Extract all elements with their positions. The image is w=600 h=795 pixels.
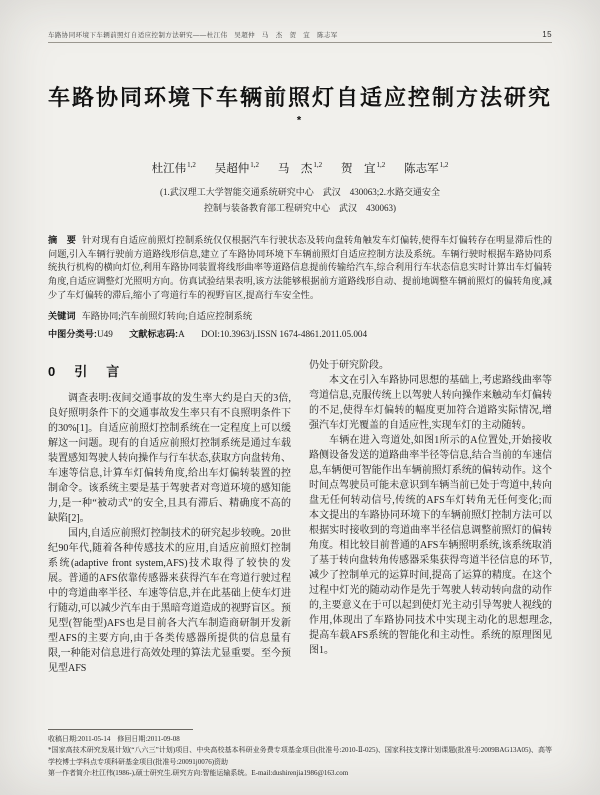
author-affil-mark: 1,2 (250, 161, 259, 170)
author-name: 杜江伟 (151, 163, 187, 175)
author-affil-mark: 1,2 (376, 161, 386, 170)
author-affil-mark: 1,2 (313, 161, 323, 170)
paragraph: 仍处于研究阶段。 (309, 359, 389, 371)
clc-label: 中图分类号: (48, 328, 97, 339)
authors-row (48, 160, 552, 176)
author-name: 陈志军 (404, 163, 439, 175)
right-column (309, 358, 552, 730)
author (278, 163, 322, 175)
body-columns (48, 358, 552, 730)
affiliation-line-1: (1.武汉理工大学智能交通系统研究中心 武汉 430063;2.水路交通安全 (160, 187, 440, 197)
doc-code-item (129, 329, 185, 339)
paper-title-text: 车路协同环境下车辆前照灯自适应控制方法研究 (48, 85, 553, 110)
classification-row (48, 326, 552, 340)
affiliation-line-2: 控制与装备教育部工程研究中心 武汉 430063) (204, 202, 396, 213)
author-bio: 第一作者简介:杜江伟(1986-),硕士研究生.研究方向:智能运输系统。E-mail:dushirenjia1986@163.com (48, 768, 349, 777)
author (404, 163, 448, 175)
section-heading: 0 引 言 (48, 363, 123, 379)
running-head-title: 车路协同环境下车辆前照灯自适应控制方法研究——杜江伟 吴超仲 马 杰 贺 宜 陈志军 (48, 32, 338, 39)
funding-note: *国家高技术研究发展计划(“八六三”计划)项目、中央高校基本科研业务费专项基金项目(批准号:2010-Ⅱ-025)、国家科技支撑计划课题(批准号:2009BAG13A05)、高等学校博士学科点专项科研基金项目(批准号:20091j0076)资助 (48, 746, 552, 766)
paragraph: 调查表明:夜间交通事故的发生率大约是白天的3倍,良好照明条件下的交通事故发生率只有不良照明条件下的30%[1]。自适应前照灯控制系统在一定程度上可以缓解这一问题。现有的自适应前照灯控制系统是通过车载装置感知驾驶人转向操作与行车状态,获取方向盘转角、车速等信息,计算车灯偏转角度,给出车灯偏转装置的控制命令。该系统主要是基于驾驶者对弯道环境的感知能力,是一种“被动式”的安全,且具有滞后、精确度不高的缺陷[2]。 (48, 393, 291, 525)
page-number: 15 (542, 30, 552, 39)
author-affil-mark: 1,2 (439, 161, 449, 170)
keywords-label: 关键词 (48, 310, 76, 321)
author-affil-mark: 1,2 (187, 161, 196, 170)
paragraph: 本文在引入车路协同思想的基础上,考虑路线曲率等弯道信息,克服传统上以驾驶人转向操作来触动车灯偏转的不足,使得车灯偏转的幅度更加符合道路实际情况,增强汽车灯光覆盖的自适应性,实现车灯的主动随转。 (309, 374, 552, 431)
received-dates: 收稿日期:2011-05-14 修回日期:2011-09-08 (48, 735, 180, 744)
doi-text: DOI:10.3963/j.ISSN 1674-4861.2011.05.004 (201, 328, 368, 339)
abstract-label: 摘 要 (48, 234, 77, 245)
footnote-rule (48, 729, 193, 730)
author (215, 163, 259, 175)
author-name: 贺 宜 (341, 163, 376, 175)
clc-item (48, 329, 113, 339)
left-column (48, 358, 291, 730)
abstract (48, 234, 552, 303)
clc-value: U49 (97, 328, 113, 339)
title-footnote-mark: * (296, 114, 304, 127)
keywords-text: 车路协同;汽车前照灯转向;自适应控制系统 (81, 310, 253, 321)
doc-code-label: 文献标志码: (129, 328, 179, 339)
paragraph: 车辆在进入弯道处,如图1所示的A位置处,开始接收路侧设备发送的道路曲率半径等信息,结合当前的车速信息,车辆便可智能作出车辆前照灯系统的偏转动作。这个时间点驾驶员可能未意识到车辆当前已处于弯道中,转向盘无任何转动信号,传统的AFS车灯转角无任何变化;而本文提出的车路协同环境下的车辆前照灯控制方法可以根据实时接收到的弯道曲率半径信息调整前照灯的偏转角度。相比较目前普通的AFS车辆照明系统,该系统取消了基于转向盘转角传感器采集获得弯道半径信息的环节,减少了控制单元的运算时间,提高了运算的精度。在这个过程中灯光的随动动作是先于驾驶人转动转向盘的动作的,主要意义在于可以起到使灯光主动引导驾驶人视线的作用,体现出了车路协同技术中实现主动化的思想理念,提高车载AFS系统的智能化和主动性。系统的原理图见图1。 (309, 434, 552, 656)
keywords-row (48, 308, 552, 322)
running-head (48, 30, 552, 43)
doc-code-value: A (178, 328, 185, 339)
abstract-text: 针对现有自适应前照灯控制系统仅仅根据汽车行驶状态及转向盘转角触发车灯偏转,使得车灯偏转存在明显滞后性的问题,引入车辆行驶前方道路线形信息,建立了车路协同环境下车辆前照灯自适应控制方法及系统。车辆行驶时根据车路协同系统执行机构的横向灯位,利用车路协同装置将线形曲率等道路信息提前传输给汽车,综合利用行车状态信息实时计算出车灯偏转角度,自适应调整灯光照明方向。仿真试验结果表明,该方法能够根据前方道路线形自动、提前地调整车辆前照灯的偏转角度,减少了车灯偏转的滞后,缩小了弯道行车的视野盲区,提高行车安全性。 (48, 234, 553, 301)
paper-title (48, 81, 552, 138)
author (152, 163, 196, 175)
author-name: 吴超仲 (214, 163, 250, 175)
paragraph: 国内,自适应前照灯控制技术的研究起步较晚。20世纪90年代,随着各种传感技术的应用,自适应前照灯控制系统(adaptive front system,AFS)技术取得了较快的发展。普通的AFS依靠传感器来获得汽车在弯道行驶过程中的弯道曲率半径、车速等信息,并在此基础上使车灯进行随动,可以减少汽车由于黑暗弯道造成的视野盲区。预见型(智能型)AFS也是目前各大汽车制造商研制开发新型AFS的主要方向,由于各类传感器所提供的信息量有限,一种能对信息进行高效处理的算法尤显重要。至今预见型AFS (48, 528, 291, 675)
author-name: 马 杰 (277, 163, 313, 175)
footnote-block (48, 729, 552, 779)
author (341, 163, 385, 175)
